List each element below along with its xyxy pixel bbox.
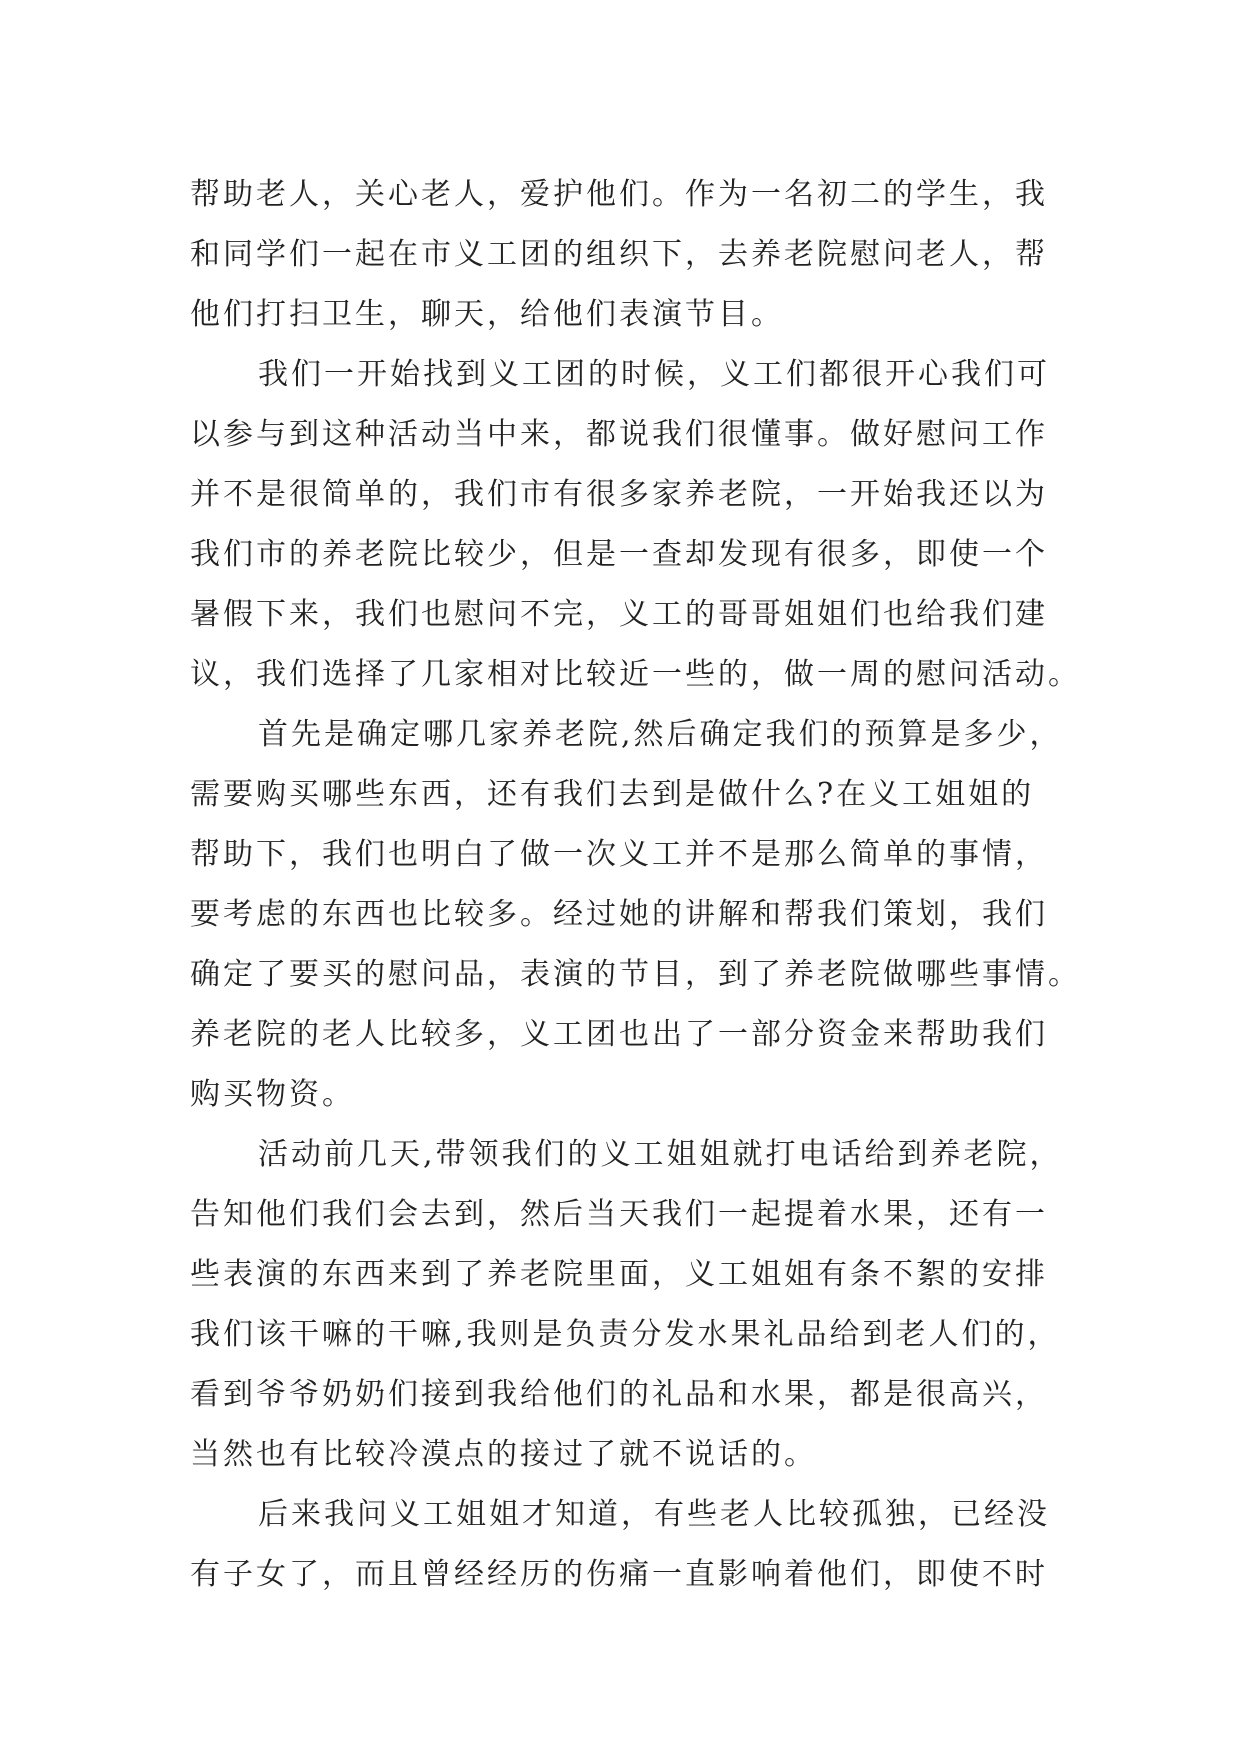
text-line: 帮助老人，关心老人，爱护他们。作为一名初二的学生，我 (190, 177, 1048, 212)
text-line: 帮助下，我们也明白了做一次义工并不是那么简单的事情， (190, 837, 1048, 872)
text-line: 和同学们一起在市义工团的组织下，去养老院慰问老人，帮 (190, 237, 1048, 272)
paragraph-first-line: 首先是确定哪几家养老院,然后确定我们的预算是多少， (258, 717, 1063, 752)
text-line: 有子女了，而且曾经经历的伤痛一直影响着他们，即使不时 (190, 1557, 1048, 1592)
text-line: 我们市的养老院比较少，但是一查却发现有很多，即使一个 (190, 537, 1048, 572)
paragraph-first-line: 活动前几天,带领我们的义工姐姐就打电话给到养老院， (258, 1137, 1063, 1172)
paragraph-first-line: 我们一开始找到义工团的时候，义工们都很开心我们可 (258, 357, 1050, 392)
text-line: 暑假下来，我们也慰问不完，义工的哥哥姐姐们也给我们建 (190, 597, 1048, 632)
text-line: 他们打扫卫生，聊天，给他们表演节目。 (190, 297, 784, 332)
text-line: 以参与到这种活动当中来，都说我们很懂事。做好慰问工作 (190, 417, 1048, 452)
text-line: 告知他们我们会去到，然后当天我们一起提着水果，还有一 (190, 1197, 1048, 1232)
text-line: 看到爷爷奶奶们接到我给他们的礼品和水果，都是很高兴， (190, 1377, 1048, 1412)
text-line: 需要购买哪些东西，还有我们去到是做什么?在义工姐姐的 (190, 777, 1035, 812)
paragraph-first-line: 后来我问义工姐姐才知道，有些老人比较孤独，已经没 (258, 1497, 1050, 1532)
text-line: 养老院的老人比较多，义工团也出了一部分资金来帮助我们 (190, 1017, 1048, 1052)
text-line: 要考虑的东西也比较多。经过她的讲解和帮我们策划，我们 (190, 897, 1048, 932)
text-line: 些表演的东西来到了养老院里面，义工姐姐有条不絮的安排 (190, 1257, 1048, 1292)
text-line: 议，我们选择了几家相对比较近一些的，做一周的慰问活动。 (190, 657, 1081, 692)
document-body (190, 165, 1081, 1605)
text-line: 确定了要买的慰问品，表演的节目，到了养老院做哪些事情。 (190, 957, 1081, 992)
text-line: 购买物资。 (190, 1077, 355, 1112)
text-line: 当然也有比较冷漠点的接过了就不说话的。 (190, 1437, 817, 1472)
text-line: 我们该干嘛的干嘛,我则是负责分发水果礼品给到老人们的， (190, 1317, 1061, 1352)
text-line: 并不是很简单的，我们市有很多家养老院，一开始我还以为 (190, 477, 1048, 512)
